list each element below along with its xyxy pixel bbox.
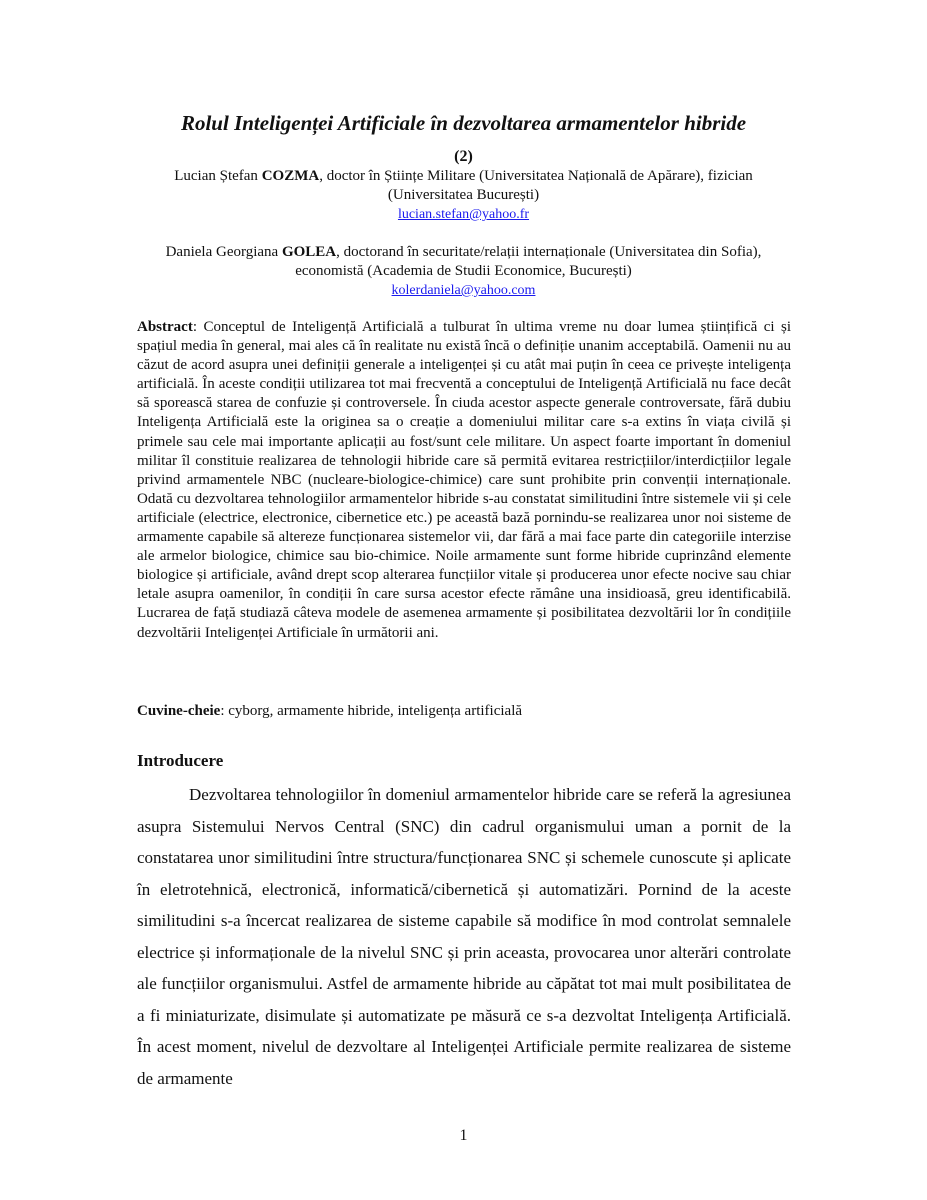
author-block-2 [140, 243, 787, 300]
author-affiliation: , doctor în Științe Militare (Universitatea Națională de Apărare), fizician (Universitatea București) [319, 168, 753, 203]
abstract-label: Abstract [137, 319, 193, 335]
intro-paragraph: Dezvoltarea tehnologiilor în domeniul armamentelor hibride care se referă la agresiunea asupra Sistemului Nervos Central (SNC) din cadrul organismului uman a pornit de la constatarea unor similitudini între structura/funcționarea SNC și schemele cunoscute și aplicate în eletrotehnică, electronică, informatică/cibernetică și automatizări. Pornind de la aceste similitudini s-a încercat realizarea de sisteme capabile să modifice în mod controlat semnalele electrice și informaționale de la nivelul SNC și prin aceasta, provocarea unor alterări controlate ale funcțiilor organismului. Astfel de armamente hibride au căpătat tot mai mult posibilitatea de a fi miniaturizate, disimulate și automatizate pe măsură ce s-a dezvoltat Inteligența Artificială. În acest moment, nivelul de dezvoltare al Inteligenței Artificiale permite realizarea de sisteme de armamente [137, 785, 791, 1088]
author-first-names: Daniela Georgiana [165, 244, 282, 260]
paper-title: Rolul Inteligenței Artificiale în dezvoltarea armamentelor hibride [180, 111, 747, 135]
author-email-link[interactable]: lucian.stefan@yahoo.fr [397, 207, 530, 222]
keywords-label: Cuvine-cheie [137, 703, 221, 719]
author-surname: COZMA [261, 168, 320, 184]
section-heading: Introducere [137, 751, 224, 770]
author-block-1 [140, 167, 787, 224]
author-affiliation: , doctorand în securitate/relații internaționale (Universitatea din Sofia), economistă (Academia de Studii Economice, București) [295, 244, 762, 279]
author-surname: GOLEA [281, 244, 337, 260]
author-first-names: Lucian Ștefan [174, 168, 262, 184]
author-email-link[interactable]: kolerdaniela@yahoo.com [391, 283, 536, 298]
abstract [137, 318, 791, 643]
keywords-text: : cyborg, armamente hibride, inteligența artificială [220, 703, 523, 719]
page-number: 1 [459, 1127, 468, 1144]
keywords [137, 702, 791, 721]
paper-part-number: (2) [454, 148, 473, 165]
abstract-text: : Conceptul de Inteligență Artificială a tulburat în ultima vreme nu doar lumea științifică ci și spațiul media în general, mai ales că în realitate nu există încă o definiție unanim acceptabilă. Oamenii nu au căzut de acord asupra unei definiții generale a inteligenței și cu atât mai puțin în ceea ce privește inteligența artificială. În aceste condiții utilizarea tot mai frecventă a conceptului de Inteligență Artificială nu face decât să sporească starea de confuzie și controversele. În ciuda acestor aspecte generale controversate, fără dubiu Inteligența Artificială este la originea sa o creație a domeniului militar care s-a extins în viața civilă și primele sau cele mai importante aplicații au fost/sunt cele militare. Un aspect foarte important în domeniul militar îl constituie realizarea de tehnologii hibride care să permită evitarea restricțiilor/interdicțiilor legale privind armamentele NBC (nucleare-biologice-chimice) care sunt prohibite prin convenții internaționale. Odată cu dezvoltarea tehnologiilor armamentelor hibride s-au constatat similitudini între sistemele vii și cele artificiale (electrice, electronice, cibernetice etc.) pe această bază pornindu-se realizarea unor noi sisteme de armamente capabile să altereze funcționarea sistemelor vii, dar fără a mai face parte din categoriile interzise ale armelor biologice, chimice sau bio-chimice. Noile armamente sunt forme hibride cuprinzând elemente biologice și artificiale, având drept scop alterarea funcțiilor vitale și producerea unor efecte nocive sau chiar letale asupra oamenilor, în condiții în care sursa acestor efecte rămâne una insidioasă, greu identificabilă. Lucrarea de față studiază câteva modele de asemenea armamente și posibilitatea dezvoltării lor în condițiile dezvoltării Inteligenței Artificiale în următorii ani. [137, 319, 791, 641]
